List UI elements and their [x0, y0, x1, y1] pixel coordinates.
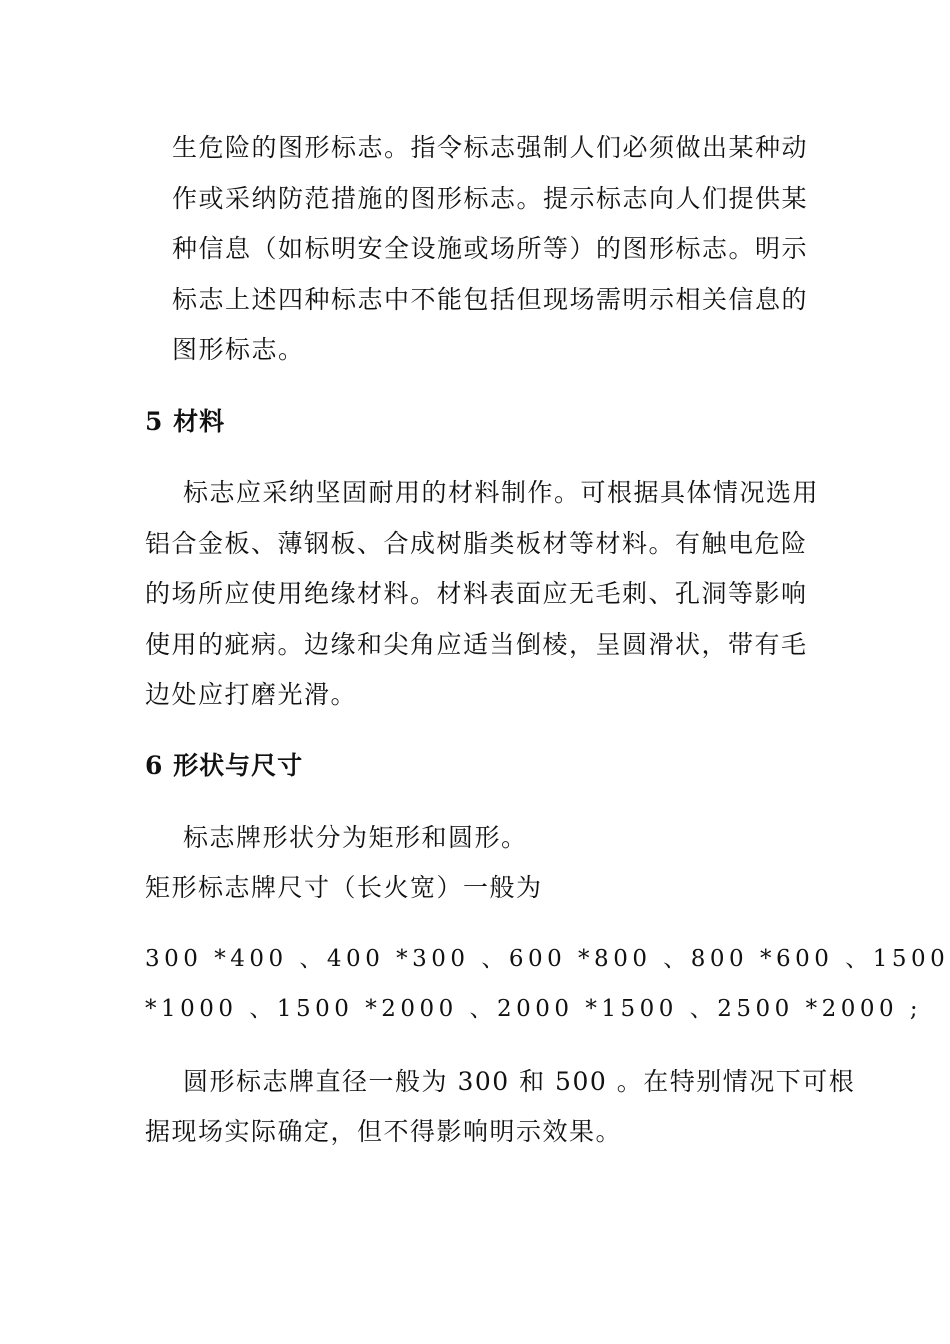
- intro-line-5: 图形标志。: [172, 335, 305, 364]
- section-5-line-1: 标志应采纳坚固耐用的材料制作。可根据具体情况选用: [183, 478, 820, 507]
- section-6-heading: 6 形状与尺寸: [145, 751, 304, 780]
- circle-size-line-1: 圆形标志牌直径一般为 300 和 500 。在特别情况下可根: [183, 1067, 856, 1096]
- intro-line-3: 种信息（如标明安全设施或场所等）的图形标志。明示: [172, 234, 809, 263]
- intro-line-4: 标志上述四种标志中不能包括但现场需明示相关信息的: [172, 285, 809, 314]
- intro-line-1: 生危险的图形标志。指令标志强制人们必须做出某种动: [172, 133, 809, 162]
- section-5-heading: 5 材料: [145, 407, 226, 436]
- shape-description: 标志牌形状分为矩形和圆形。: [183, 823, 528, 852]
- section-5-line-5: 边处应打磨光滑。: [145, 680, 358, 709]
- rect-size-intro: 矩形标志牌尺寸（长火宽）一般为: [145, 873, 543, 902]
- intro-line-2: 作或采纳防范措施的图形标志。提示标志向人们提供某: [172, 184, 809, 213]
- rect-sizes-line-2: *1000 、1500 *2000 、2000 *1500 、2500 *2000 ;: [145, 996, 923, 1022]
- section-5-line-2: 铝合金板、薄钢板、合成树脂类板材等材料。有触电危险: [145, 529, 808, 558]
- section-5-line-3: 的场所应使用绝缘材料。材料表面应无毛刺、孔洞等影响: [145, 579, 808, 608]
- circle-size-line-2: 据现场实际确定，但不得影响明示效果。: [145, 1117, 623, 1146]
- rect-sizes-line-1: 300 *400 、400 *300 、600 *800 、800 *600 、1500: [145, 946, 950, 972]
- section-5-line-4: 使用的疵病。边缘和尖角应适当倒棱，呈圆滑状，带有毛: [145, 630, 808, 659]
